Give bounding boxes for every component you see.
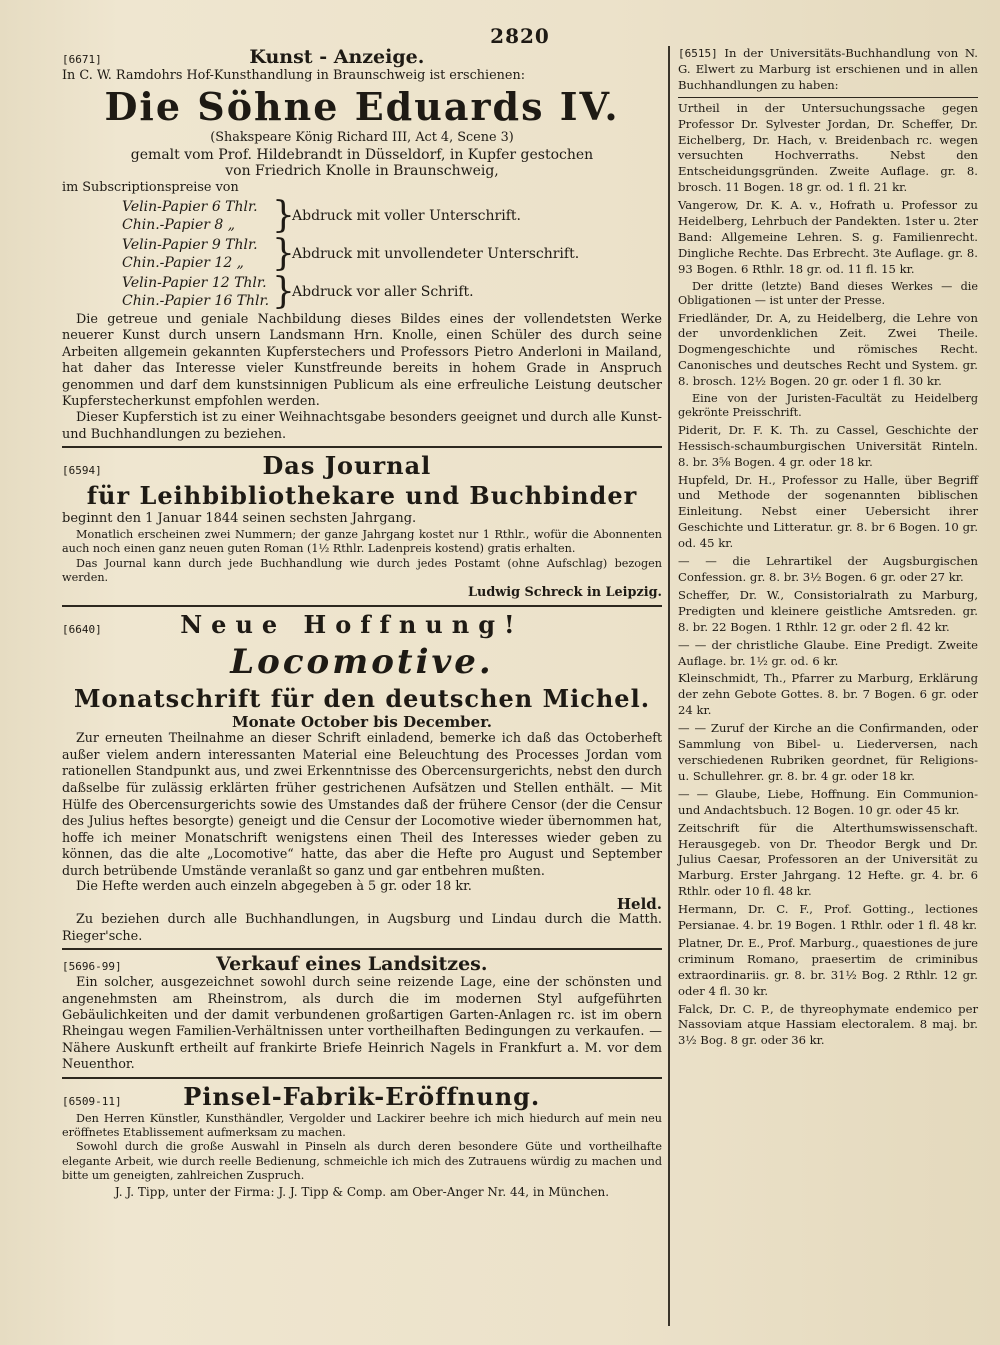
book-entry: — — der christliche Glaube. Eine Predigt. Zweite Auflage. br. 1½ gr. od. 6 kr. xyxy=(678,637,978,668)
book-entry: Piderit, Dr. F. K. Th. zu Cassel, Geschichte der Hessisch-schaumburgischen Universität Rinteln. 8. br. 3⅝ Bogen. 4 gr. oder 18 kr. xyxy=(678,422,978,469)
brace: } xyxy=(272,233,295,275)
ad-footer: Zu beziehen durch alle Buchhandlungen, in Augsburg und Lindau durch die Matth. Rieger'sche. xyxy=(62,912,662,944)
ad-title: Neue Hoffnung! xyxy=(180,609,524,639)
ad-title-2: Locomotive. xyxy=(230,641,494,682)
ad-signature: J. J. Tipp, unter der Firma: J. J. Tipp & Comp. am Ober-Anger Nr. 44, in München. xyxy=(114,1184,610,1199)
book-entry: — — Glaube, Liebe, Hoffnung. Ein Communion- und Andachtsbuch. 12 Bogen. 10 gr. oder 45 kr. xyxy=(678,786,978,817)
ad-credit-2: von Friedrich Knolle in Braunschweig, xyxy=(225,163,499,180)
ad-body: Die getreue und geniale Nachbildung dieses Bildes eines der vollendetsten Werke neuerer Kunst durch unsern Landsmann Hrn. Knolle, einen Schüler des durch seine Arbeiten allgemein gekannten Kupferstechers und Professors Pietro Anderloni in Mailand, hat daher das Interesse vieler Kunstfreunde bereits in hohem Grade in Anspruch genommen und darf dem kunstsinnigen Publicum als eine erfreuliche Leistung deutscher Kupferstecherkunst empfohlen werden. xyxy=(62,312,662,410)
pinsel-ad xyxy=(62,1082,662,1200)
ad-reference: [6515] xyxy=(678,47,718,60)
ad-title: Verkauf eines Landsitzes. xyxy=(216,953,488,976)
ad-reference: [6640] xyxy=(62,622,102,636)
ad-line: Sowohl durch die große Auswahl in Pinseln als durch deren besondere Güte und vortheilhafte elegante Arbeit, wie durch reelle Bedienung, schmeichle ich mich des Zutrauens würdig zu machen und bitte um geneigten, zahlreichen Zuspruch. xyxy=(62,1140,662,1183)
ad-title: Kunst - Anzeige. xyxy=(249,46,425,68)
ad-reference: [5696-99] xyxy=(62,960,122,974)
ad-intro: In C. W. Ramdohrs Hof-Kunsthandlung in Braunschweig ist erschienen: xyxy=(62,68,526,83)
ad-line: Den Herren Künstler, Kunsthändler, Vergolder und Lackirer beehre ich mich hiedurch auf mein neu eröffnetes Etablissement aufmerksam zu machen. xyxy=(62,1111,662,1139)
ad-signature: Held. xyxy=(616,894,662,913)
ad-headline: Die Söhne Eduards IV. xyxy=(104,84,620,130)
book-note: Der dritte (letzte) Band dieses Werkes — die Obligationen — ist unter der Presse. xyxy=(678,279,978,308)
price-line: Velin-Papier 6 Thlr. xyxy=(122,199,258,216)
price-note: Abdruck mit voller Unterschrift. xyxy=(292,208,521,225)
book-entry: Kleinschmidt, Th., Pfarrer zu Marburg, Erklärung der zehn Gebote Gottes. 8. br. 7 Bogen. 6 gr. oder 24 kr. xyxy=(678,671,978,718)
ad-title-2: für Leihbibliothekare und Buchbinder xyxy=(86,481,638,511)
price-line: Chin.-Papier 8 „ xyxy=(122,217,236,234)
right-column xyxy=(678,46,978,1051)
book-entry: Hupfeld, Dr. H., Professor zu Halle, über Begriff und Methode der sogenannten biblischen Einleitung. Nebst einer Uebersicht ihrer Geschichte und Litteratur. gr. 8. br 6 Bogen. 10 gr. od. 45 kr. xyxy=(678,472,978,551)
book-entry: Zeitschrift für die Alterthumswissenschaft. Herausgegeb. von Dr. Theodor Bergk und Dr. Julius Caesar, Professoren an der Universität zu Marburg. Erster Jahrgang. 12 Hefte. gr. 4. br. 6 Rthlr. oder 10 fl. 48 kr. xyxy=(678,820,978,899)
book-entry: Falck, Dr. C. P., de thyreophymate endemico per Nassoviam atque Hassiam electoralem. 8 maj. br. 3½ Bog. 8 gr. oder 36 kr. xyxy=(678,1001,978,1048)
book-entry: Urtheil in der Untersuchungssache gegen Professor Dr. Sylvester Jordan, Dr. Scheffer, Dr. Eichelberg, Dr. Hach, v. Breidenbach rc. wegen versuchten Hochverraths. Nebst den Entscheidungsgründen. Zweite Auflage. gr. 8. brosch. 11 Bogen. 18 gr. od. 1 fl. 21 kr. xyxy=(678,100,978,195)
ad-subscription: im Subscriptionspreise von xyxy=(62,179,239,195)
section-rule xyxy=(62,1077,662,1079)
ad-reference: [6594] xyxy=(62,464,102,478)
ad-body: Zur erneuten Theilnahme an dieser Schrift einladend, bemerke ich daß das Octoberheft außer vielem andern interessanten Material eine Beleuchtung des Processes Jordan vom rationellen Standpunkt aus, und zwei Erkenntnisse des Obercensurgerichts, nebst den durch daßselbe für zulässig erklärten früher gestrichenen Aufsätzen und Stellen enthält. — Mit Hülfe des Obercensurgerichts sowie des Umstandes daß der frühere Censor (der die Censur des Julius heftes besorgte) geneigt und die Censur der Locomotive wieder übernommen hat, hoffe ich meiner Monatschrift wenigstens einen Theil des Interesses wieder geben zu können, das die alte „Locomotive“ hatte, das aber die Hefte pro August und September durch betrübende Umstände veranlaßt so ganz und gar entbehren mußten. xyxy=(62,730,662,878)
ad-title-4: Monate October bis December. xyxy=(232,712,492,731)
journal-ad xyxy=(62,451,662,601)
ad-price: Die Hefte werden auch einzeln abgegeben à 5 gr. oder 18 kr. xyxy=(76,879,472,895)
ad-body: Ein solcher, ausgezeichnet sowohl durch seine reizende Lage, eine der schönsten und angenehmsten am Rheinstrom, als durch die im modernen Styl aufgeführten Gebäulichkeiten und der damit verbundenen großartigen Garten-Anlagen rc. ist im obern Rheingau wegen Familien-Verhältnissen unter vortheilhaften Bedingungen zu verkaufen. — Nähere Auskunft ertheilt auf frankirte Briefe Heinrich Nagels in Frankfurt a. M. vor dem Neuenthor. xyxy=(62,975,662,1073)
price-note: Abdruck vor aller Schrift. xyxy=(292,284,474,301)
brace: } xyxy=(272,271,295,313)
books-intro: In der Universitäts-Buchhandlung von N. G. Elwert zu Marburg ist erschienen und in allen Buchhandlungen zu haben: xyxy=(678,46,978,92)
left-column xyxy=(62,46,662,1200)
ad-title: Das Journal xyxy=(262,451,432,481)
page-number: 2820 xyxy=(490,24,550,48)
price-group xyxy=(122,195,662,237)
ad-body-2: Dieser Kupferstich ist zu einer Weihnachtsgabe besonders geeignet und durch alle Kunst- und Buchhandlungen zu beziehen. xyxy=(62,410,662,442)
brace: } xyxy=(272,195,295,237)
ad-reference: [6671] xyxy=(62,53,102,66)
book-entry: Scheffer, Dr. W., Consistorialrath zu Marburg, Predigten und kleinere geistliche Amtsreden. gr. 8. br. 22 Bogen. 1 Rthlr. 12 gr. oder 2 fl. 42 kr. xyxy=(678,587,978,634)
ad-line: Das Journal kann durch jede Buchhandlung wie durch jedes Postamt (ohne Aufschlag) bezogen werden. xyxy=(62,556,662,584)
section-rule xyxy=(678,97,978,98)
ad-reference: [6509-11] xyxy=(62,1094,122,1108)
ad-signature: Ludwig Schreck in Leipzig. xyxy=(468,585,662,601)
landsitz-ad xyxy=(62,953,662,1073)
book-entry: Platner, Dr. E., Prof. Marburg., quaestiones de jure criminum Romano, praesertim de criminibus extraordinariis. gr. 8. br. 31½ Bog. 2 Rthlr. 12 gr. oder 4 fl. 30 kr. xyxy=(678,935,978,998)
book-note: Eine von der Juristen-Facultät zu Heidelberg gekrönte Preisschrift. xyxy=(678,392,978,420)
column-divider xyxy=(668,46,670,1326)
locomotive-ad xyxy=(62,610,662,945)
section-rule xyxy=(62,446,662,448)
ad-subtitle: (Shakspeare König Richard III, Act 4, Scene 3) xyxy=(210,130,514,146)
ad-line: beginnt den 1 Januar 1844 seinen sechsten Jahrgang. xyxy=(62,511,417,527)
price-line: Chin.-Papier 12 „ xyxy=(122,255,244,272)
price-line: Velin-Papier 12 Thlr. xyxy=(122,275,267,292)
price-note: Abdruck mit unvollendeter Unterschrift. xyxy=(292,246,580,263)
book-entry: Hermann, Dr. C. F., Prof. Gotting., lectiones Persianae. 4. br. 19 Bogen. 1 Rthlr. oder 1 fl. 48 kr. xyxy=(678,902,978,933)
book-entry: — — die Lehrartikel der Augsburgischen Confession. gr. 8. br. 3½ Bogen. 6 gr. oder 27 kr. xyxy=(678,554,978,584)
book-entry: — — Zuruf der Kirche an die Confirmanden, oder Sammlung von Bibel- u. Liederversen, nach verschiedenen Rubriken geordnet, für Religions- u. Schullehrer. gr. 8. br. 4 gr. oder 18 kr. xyxy=(678,721,978,783)
ad-title-3: Monatschrift für den deutschen Michel. xyxy=(73,683,651,713)
book-entry: Friedländer, Dr. A, zu Heidelberg, die Lehre von der unvordenklichen Zeit. Zwei Theile. Dogmengeschichte und römisches Recht. Canonisches und deutsches Recht und System. gr. 8. brosch. 12½ Bogen. 20 gr. oder 1 fl. 30 kr. xyxy=(678,310,978,389)
ad-title: Pinsel-Fabrik-Eröffnung. xyxy=(183,1081,541,1111)
ad-credit-1: gemalt vom Prof. Hildebrandt in Düsseldorf, in Kupfer gestochen xyxy=(130,146,594,163)
price-line: Chin.-Papier 16 Thlr. xyxy=(122,293,270,310)
price-group xyxy=(122,233,662,275)
kunst-anzeige xyxy=(62,46,662,443)
book-entry: Vangerow, Dr. K. A. v., Hofrath u. Professor zu Heidelberg, Lehrbuch der Pandekten. 1ster u. 2ter Band: Allgemeine Lehren. S. g. Familienrecht. Dingliche Rechte. Das Erbrecht. 3te Auflage. gr. 8. 93 Bogen. 6 Rthlr. 18 gr. od. 11 fl. 15 kr. xyxy=(678,198,978,276)
price-group xyxy=(122,271,662,313)
ad-line: Monatlich erscheinen zwei Nummern; der ganze Jahrgang kostet nur 1 Rthlr., wofür die Abonnenten auch noch einen ganz neuen guten Roman (1½ Rthlr. Ladenpreis kostend) gratis erhalten. xyxy=(62,527,662,556)
section-rule xyxy=(62,948,662,950)
section-rule xyxy=(62,605,662,607)
price-line: Velin-Papier 9 Thlr. xyxy=(122,237,258,254)
